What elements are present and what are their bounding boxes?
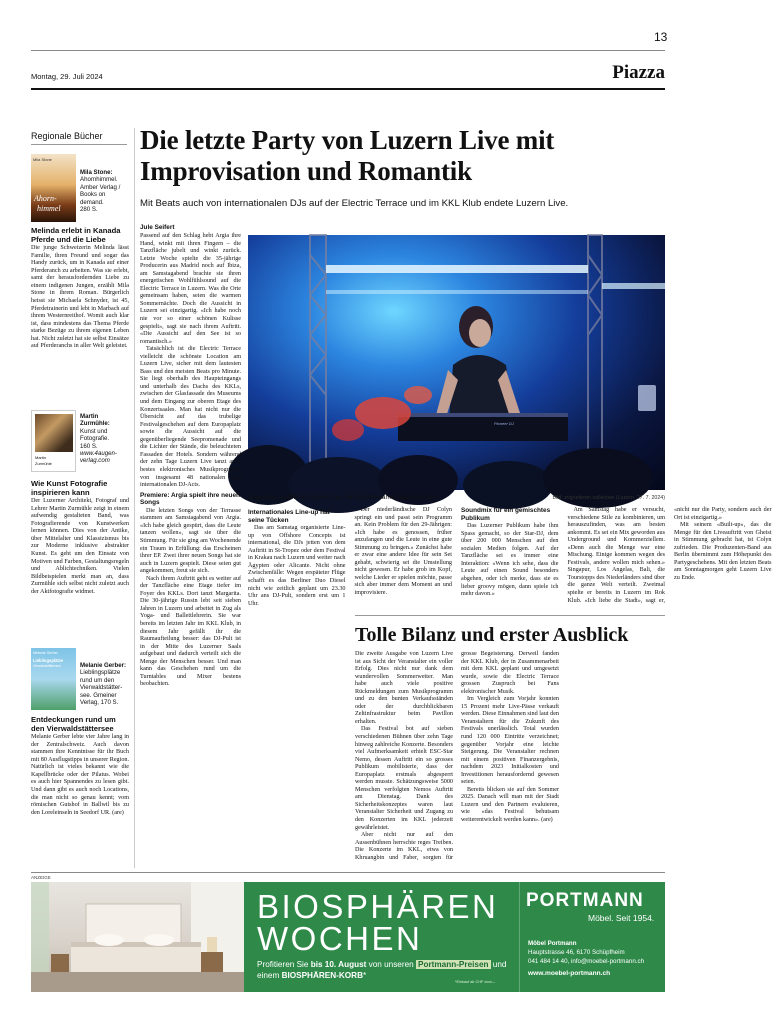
ad-banner bbox=[31, 882, 665, 992]
sidebar-title: Regionale Bücher bbox=[31, 131, 103, 141]
ad-website[interactable]: www.moebel-portmann.ch bbox=[528, 970, 611, 977]
book-info-url: verlag.com bbox=[80, 457, 110, 465]
article-col-2 bbox=[248, 507, 772, 609]
book-cover-ahornhimmel bbox=[31, 154, 76, 222]
book-info-line: Verlag, 170 S. bbox=[80, 699, 119, 707]
article-paragraph: Nach ihrem Auftritt geht es weiter auf der Tanzfläche eine Etage tiefer im Foyer des KKLs. Dort tanzt Margarita. Die 30-jährige Russin lebt seit sieben Jahren in Luzern und arbeitet in Zug als Yoga- und Ballettlehrerin. Sie war bereits im letzten Jahr im KKL Klub, in diesem Jahr gefällt ihr die Raumaufteilung besser: das DJ-Pult ist in der Mitte des Luzerner Saals aufgebaut und dadurch verteilt sich die Menge der Menschen besser. Und man kann das Geschehen rund um die Turntables und Mixer bestens beobachten. bbox=[140, 575, 241, 688]
book-info-line: rund um den bbox=[80, 676, 115, 684]
ad-offer-basket: BIOSPHÄREN-KORB bbox=[281, 971, 364, 980]
article-photo bbox=[248, 235, 665, 490]
ad-rule bbox=[31, 872, 665, 873]
book-info-line: Fotografie. bbox=[80, 435, 110, 443]
article2-body bbox=[355, 651, 665, 864]
book-review-text: Der Luzerner Architekt, Fotograf und Lehrer Martin Zurmühle zeigt in einem aufwendig gestalteten Band, was Fotografierende von Kunstwerken lernen können. Dies von der Antike, über Mittelalter und Klassizismus bis zur Moderne inklusive abstrakter Kunst. Es geht um den Einsatz von Motiven und Farben, Gestaltungsregeln und Ablichtechniken. Vielen Bildbeispielen merkt man an, dass Zurmühle sich selbst nicht zuletzt auch der Aktfotografie widmet. bbox=[31, 498, 129, 595]
book-cover-lieblingsplaetze bbox=[31, 648, 76, 710]
ad-brand: PORTMANN bbox=[526, 890, 644, 911]
sidebar-rule bbox=[31, 144, 127, 145]
cover-subtitle: Vierwaldstättersee bbox=[33, 664, 61, 668]
ad-offer-date: bis 10. August bbox=[310, 960, 367, 969]
ad-bedroom-illustration bbox=[31, 882, 244, 992]
cover-title: Lieblingsplätze bbox=[33, 658, 64, 663]
sidebar-separator bbox=[134, 128, 135, 868]
book-info-url: www.4augen- bbox=[80, 450, 117, 458]
article2-rule bbox=[355, 615, 665, 616]
ad-brand-sub: Möbel. Seit 1954. bbox=[588, 913, 655, 923]
book-review-heading: Wie Kunst Fotografie inspirieren kann bbox=[31, 479, 108, 497]
dj-table-label: Pioneer DJ bbox=[494, 421, 514, 426]
ad-offer-highlight: Portmann-Preisen bbox=[417, 960, 489, 969]
article-headline: Die letzte Party von Luzern Live mit Improvisation und Romantik bbox=[140, 125, 555, 186]
article2-headline: Tolle Bilanz und erster Ausblick bbox=[355, 624, 629, 646]
book-info-line: demand. bbox=[80, 198, 104, 206]
book-info-line: 160 S. bbox=[80, 442, 98, 450]
book-info-author: Zurmühle: bbox=[80, 420, 110, 428]
article-subheading: Premiere: Argia spielt ihre neuen Songs bbox=[140, 491, 240, 507]
top-rule bbox=[31, 50, 665, 51]
book-info bbox=[80, 413, 117, 465]
article-paragraph: Die letzten Songs von der Terrasse stammen am Samstagabend von Argia. «Ich habe gleich gespürt, dass die Leute tanzen wollen», sagt sie über die Stimmung. Für sie ging am Wochenende ein Traum in Erfüllung: das Erscheinen ihrer EP. Zwei ihrer neuen Songs hat sie auch in Luzern gespielt. Diese seien gut angekommen, freut sie sich. bbox=[140, 507, 241, 575]
issue-date: Montag, 29. Juli 2024 bbox=[31, 72, 103, 81]
section-rule bbox=[31, 88, 665, 90]
book-info bbox=[80, 662, 126, 706]
article-paragraph: Der niederländische DJ Colyn springt ein und passt sein Programm an. Kein Problem für den 29-Jährigen: «Ich habe es genossen, früher anzufangen und die Leute in eine gute Stimmung zu bringen.» Zunächst habe er zwar eine andere Idee für sein Set gehabt, schwierig sei die Umstellung nicht gewesen. Er habe grob im Kopf, welche Lieder er spielen möchte, passe sich aber immer dem Moment an und improvisiere. bbox=[354, 507, 452, 597]
ad-contact: 041 484 14 40, info@moebel-portmann.ch bbox=[528, 958, 645, 965]
article-paragraph: Tatsächlich ist die Electric Terrace vielleicht die schönste Location am Luzern Live, sicher mit dem lautesten Bass und den meisten Beats pro Minute. Sie liegt oberhalb des Haupteingangs und unterhalb des Dachs des KKLs, zwischen der Glasfassade des Museums und dem Eingang zur oberen Etage des Konzertsaales. Man hat nicht nur die Übersicht auf das trubelige Festivalgeschehen auf dem Europaplatz sowie die Aussicht auf die gegenüberliegende Seepromenade und die Lichter der Stände, die beleuchteten Fassaden der Hotels. Sondern während der zehn Tage Luzern Live tanzt auch bestes elektronisches Musikprogramm von insgesamt 48 nationalen und internationalen DJ-Acts. bbox=[140, 346, 241, 489]
book-review-text: Melanie Gerber lebte vier Jahre lang in der Zentralschweiz. Auch davon stammen ihre Kenntnisse für ihr Buch mit 80 Ausflugstipps in unserer Region. Natürlich ist vieles bekannt wie die Kapellbrücke oder der Pilatus. Wobei es auch hier Spannendes zu lesen gibt. Und dann gibt es auch noch Locations, die man nicht so genau kennt; vom römischen Gutshof in Ballwil bis zu den Loreleinseln in Seedorf UR. (are) bbox=[31, 734, 129, 816]
ad-company: Möbel Portmann bbox=[528, 940, 577, 947]
article-col-1 bbox=[140, 233, 241, 863]
book-info-line: see. Gmeiner bbox=[80, 691, 117, 699]
cover-title-2: himmel bbox=[37, 204, 61, 213]
book-info-line: Vierwaldstätter- bbox=[80, 684, 123, 692]
photo-caption: Argia beim Auftritt an Luzern Live. Ihr Künstlername bedeutet Licht. bbox=[248, 494, 439, 501]
article-paragraph: Mit seinem «Built-up», das die Menge für den Liveauftritt von Gheist in Stimmung gebracht hat, ist Colyn zufrieden. Die Produzenten-Band aus Berlin übernimmt zum Höhepunkt des Partygeschehens. Mit den letzten Beats am Sonntagmorgen geht Luzern Live zu Ende. bbox=[674, 522, 772, 581]
ad-address: Hauptstrasse 46, 6170 Schüpfheim bbox=[528, 949, 625, 956]
book-info-line: Books on bbox=[80, 191, 106, 199]
cover-author: Zurmühle bbox=[35, 461, 52, 466]
article2-paragraph: Das Festival bot auf sieben verschiedenen Bühnen über zehn Tage hinweg zahlreiche Konzerte. Besonders viel Aufmerksamkeit erhielt ESC-Star Nemo, dessen Auftritt ein so grosses Publikum mobilisierte, dass der Europaplatz erstmals abgesperrt werden musste. Schätzungsweise 5000 Menschen verfolgten Nemos Auftritt am Dienstag. Dank des Sicherheitskonzeptes waren laut Veranstalter Sicherheit und Zugang zu den Konzerten im KKL jederzeit gewährleistet. bbox=[355, 726, 453, 831]
article-paragraph: Passend auf den Schlag hebt Argia ihre Hand, winkt mit ihren Fingern – die Tanzfläche jubelt und winkt zurück. Letzte Woche spielte die 35-jährige Producerin aus Madrid noch auf Ibiza, am Samstagabend brachte sie ihren energetischen Wohlfühlsound auf die Electric Terrace in Luzern. Was die Orte gemeinsam haben, seien die warmen Sommernächte. Doch die Aussicht in Luzern sei einzigartig. «Ich habe noch nie vor so einer schönen Kulisse gespielt», sagt sie nach ihrem Auftritt. «Die Aussicht auf den See ist so romantisch.» bbox=[140, 233, 241, 345]
cover-author: Melanie Gerber bbox=[33, 651, 58, 655]
article2-paragraph: Die zweite Ausgabe von Luzern Live ist aus Sicht der Veranstalter ein voller Erfolg. Dies nicht nur dank dem wundervollen Sommerwetter. Man habe auch viele positive Rückmeldungen zum Musikprogramm und zu den bunten Verkaufsständen oder der durchblickbaren Zeltinfrastruktur beim Pavillon erhalten. bbox=[355, 651, 453, 725]
article-subheading: Soundmix für ein gemischtes Publikum bbox=[461, 507, 551, 522]
book-info-author: Melanie Gerber: bbox=[80, 662, 127, 669]
book-review-3 bbox=[31, 714, 129, 864]
ad-offer-part: von unseren bbox=[366, 960, 416, 969]
article-paragraph: Das Luzerner Publikum habe ihm Spass gemacht, so der Star-DJ, dem über 200 000 Menschen auf den sozialen Medien folgen. Auf der Tanzfläche sei es immer eine Interaktion: «Wenn ich sehe, dass die Leute auf einen Sound besonders abgehen, oder ich merke, dass sie es lieber groovy mögen, dann spiele ich mehr davon.» bbox=[461, 523, 559, 598]
book-info-line: Amber Verlag / bbox=[80, 183, 121, 191]
ad-offer-text bbox=[257, 959, 519, 981]
book-info-line: Lieblingsplätze bbox=[80, 669, 121, 677]
cover-author: Mila Stone bbox=[33, 157, 52, 162]
book-info-author: Martin bbox=[80, 413, 99, 420]
book-review-heading: Melinda erlebt in Kanada Pferde und die Liebe bbox=[31, 226, 121, 244]
section-title: Piazza bbox=[612, 62, 665, 83]
ad-photo bbox=[31, 882, 244, 992]
book-cover-kunst-fotografie bbox=[31, 410, 76, 472]
page-number: 13 bbox=[654, 30, 668, 44]
cover-author: Martin bbox=[35, 455, 47, 460]
article2-paragraph: Aber nicht nur auf den Aussenbühnen herrschte reges Treiben. Die Konzerte im KKL, etwa von Khruangbin und Faber, sorgten für grosse Begeisterung. Derweil fanden der KKL Klub, der in Zusammenarbeit mit dem KKL geplant und umgesetzt wurde, sowie die Electric Terrace grossen Zuspruch bei Fans elektronischer Musik. bbox=[355, 651, 559, 861]
book-info-line: Kunst und bbox=[80, 427, 108, 435]
ad-offer-star: * bbox=[363, 971, 367, 980]
ad-label: ANZEIGE bbox=[31, 875, 51, 880]
ad-offer-part: und einem bbox=[257, 960, 507, 980]
cover-title-1: Ahorn- bbox=[34, 194, 57, 203]
article2-paragraph: Im Vergleich zum Vorjahr konnten 15 Prozent mehr Live-Pässe verkauft werden. Diese Einnahmen sind laut den Veranstaltern für die Zukunft des Festivals unerlässlich. Total wurden rund 120 000 Eintritte verzeichnet; gegenüber Vorjahr eine leichte Steigerung. Die Veranstalter rechnen mit einem positiven Finanzergebnis, nachdem 2023 Initialkosten und Investitionen herausfordernd gewesen seien. bbox=[461, 696, 559, 786]
article-author: Jule Seifert bbox=[140, 224, 175, 231]
book-review-text: Die junge Schweizerin Melinda lässt Familie, ihren Freund und sogar das Handy zurück, um in Kanada auf einer Pferderanch zu arbeiten. Was sie erlebt, samt der herausfordernden Liebe zu einem indigenen Jungen, erzählt Mila Stone in ihrem Roman. Bürgerlich heisst sie Michaela Schnyder, ist 45, Pferdetrainerin und lebt in Marbach auf ihrem Westernreithof. Womit auch klar ist, dass mindestens das Thema Pferde starke Bezüge zu ihrem eigenen Leben hat. Nicht zuletzt hat sie selbst Einsätze auf Pferderanchs in aller Welt geleistet. bbox=[31, 245, 129, 350]
ad-offer-part: Profitieren Sie bbox=[257, 960, 311, 969]
book-review-heading: Entdeckungen rund um den Vierwaldstättersee bbox=[31, 715, 116, 733]
book-info-line: 280 S. bbox=[80, 206, 98, 214]
cover-painting bbox=[35, 414, 73, 452]
book-info-line: Ahornhimmel. bbox=[80, 176, 118, 184]
book-review-2 bbox=[31, 478, 129, 643]
ad-title-line-1: BIOSPHÄREN bbox=[257, 888, 499, 925]
ad-title-line-2: WOCHEN bbox=[257, 920, 423, 957]
article-lead: Mit Beats auch von internationalen DJs auf der Electric Terrace und im KKL Klub endete Luzern Live. bbox=[140, 198, 569, 209]
article2-paragraph: Bereits blicken sie auf den Sommer 2025. Danach will man mit der Stadt Luzern und den Partnern evaluieren, wie «das Festival behutsam weiterentwickelt werden kann». (are) bbox=[461, 786, 559, 824]
article-paragraph: Am Samstag habe er versucht, verschiedene Stile zu kombinieren, um herauszufinden, was am besten ankommt. Es sei ein Mix geworden aus Underground und Kommerziellem. «Denn auch die Menge war eine Mischung. Einige kommen wegen des Festivals, andere wollen mich sehen.» Singapur, Los Angelas, Bali, die Tourstopps des Niederländers sind über die ganze Welt verteilt. Zweimal spielte er bereits in Luzern im Rok Klub. «Ich liebe die Stadt», sagt er, «nicht nur die Party, sondern auch der Ort ist einzigartig.» bbox=[567, 507, 772, 604]
photo-credit: Bild: zvg/unkrwn collective (Luzern, 27. 7. 2024) bbox=[552, 495, 665, 501]
book-info bbox=[80, 169, 120, 213]
article-paragraph: Das am Samstag organisierte Line-up von Offshore Concepts ist international, die DJs jetten von dem Auftritt in St-Tropez oder dem Festival in Krakau nach Luzern und weiter nach Ägypten oder Alicante. Nicht ohne Zwischenfälle: Wegen erspäteter Flüge schafft es das Berliner Duo Diesel nicht wie zeitlich geplant um 23.30 Uhr ans DJ-Pult, sondern erst um 1 Uhr. bbox=[248, 525, 346, 607]
book-info-author: Mila Stone: bbox=[80, 169, 113, 176]
ad-footnote: *Einkauf ab CHF xxxx.– bbox=[455, 980, 496, 984]
article-subheading: Internationales Line-up hat seine Tücken bbox=[248, 509, 330, 524]
book-review-1 bbox=[31, 225, 129, 397]
photo-illustration bbox=[248, 235, 665, 490]
